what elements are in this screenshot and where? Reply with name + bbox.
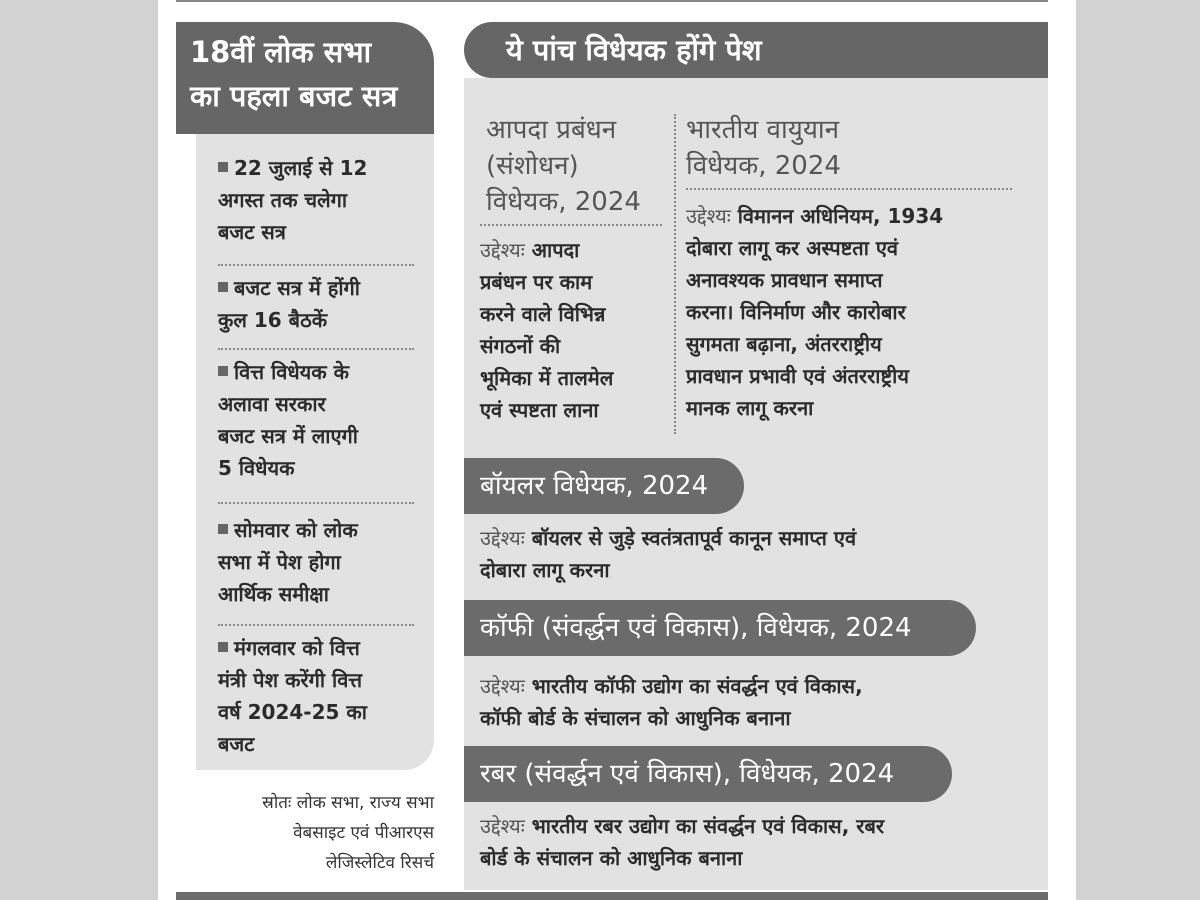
left-item-1: 22 जुलाई से 12 अगस्त तक चलेगा बजट सत्र (218, 156, 368, 244)
left-item-5: मंगलवार को वित्त मंत्री पेश करेंगी वित्त वर्ष 2024-25 का बजट (218, 636, 367, 756)
bottom-rule (176, 892, 1048, 900)
left-item-4: सोमवार को लोक सभा में पेश होगा आर्थिक समीक्षा (218, 518, 358, 606)
square-bullet-icon (218, 282, 228, 292)
left-title-line-2: का पहला बजट सत्र (190, 79, 398, 113)
bill4-title-pill: कॉफी (संवर्द्धन एवं विकास), विधेयक, 2024 (464, 600, 976, 656)
left-header (176, 22, 434, 134)
square-bullet-icon (218, 162, 228, 172)
square-bullet-icon (218, 642, 228, 652)
left-separator (218, 624, 414, 626)
left-item-3: वित्त विधेयक के अलावा सरकार बजट सत्र में लाएगी 5 विधेयक (218, 360, 358, 480)
bill2-purpose: उद्देश्यः विमानन अधिनियम, 1934 दोबारा लागू कर अस्पष्टता एवं अनावश्यक प्रावधान समाप्त करना। विनिर्माण और कारोबार सुगमता बढ़ाना, अंतरराष्ट्रीय प्रावधान प्रभावी एवं अंतरराष्ट्रीय मानक लागू करना (686, 204, 944, 420)
square-bullet-icon (218, 366, 228, 376)
bill5-purpose: उद्देश्यः भारतीय रबर उद्योग का संवर्द्धन एवं विकास, रबर बोर्ड के संचालन को आधुनिक बनाना (480, 814, 885, 870)
top-rule (176, 0, 1048, 2)
square-bullet-icon (218, 524, 228, 534)
source-note: स्रोतः लोक सभा, राज्य सभा वेबसाइट एवं पीआरएस लेजिस्लेटिव रिसर्च (262, 793, 434, 873)
bill3-title-pill: बॉयलर विधेयक, 2024 (464, 458, 744, 514)
left-title-line-1: 18वीं लोक सभा (190, 35, 372, 69)
left-separator (218, 502, 414, 504)
bill2-divider (686, 188, 1012, 190)
right-header: ये पांच विधेयक होंगे पेश (464, 22, 1048, 78)
bill1-divider (480, 224, 662, 226)
column-divider (674, 114, 676, 434)
left-item-2: बजट सत्र में होंगी कुल 16 बैठकें (218, 276, 360, 332)
bill3-purpose: उद्देश्यः बॉयलर से जुड़े स्वतंत्रतापूर्व कानून समाप्त एवं दोबारा लागू करना (480, 526, 857, 582)
bill4-purpose: उद्देश्यः भारतीय कॉफी उद्योग का संवर्द्धन एवं विकास, कॉफी बोर्ड के संचालन को आधुनिक बनाना (480, 674, 863, 730)
left-separator (218, 348, 414, 350)
bill5-title-pill: रबर (संवर्द्धन एवं विकास), विधेयक, 2024 (464, 746, 952, 802)
right-panel (464, 78, 1048, 890)
bill1-purpose: उद्देश्यः आपदा प्रबंधन पर काम करने वाले विभिन्न संगठनों की भूमिका में तालमेल एवं स्पष्टता लाना (480, 238, 614, 422)
bill1-title: आपदा प्रबंधन (संशोधन) विधेयक, 2024 (486, 115, 641, 217)
left-panel (196, 134, 434, 770)
left-separator (218, 264, 414, 266)
bill2-title: भारतीय वायुयान विधेयक, 2024 (686, 115, 841, 181)
